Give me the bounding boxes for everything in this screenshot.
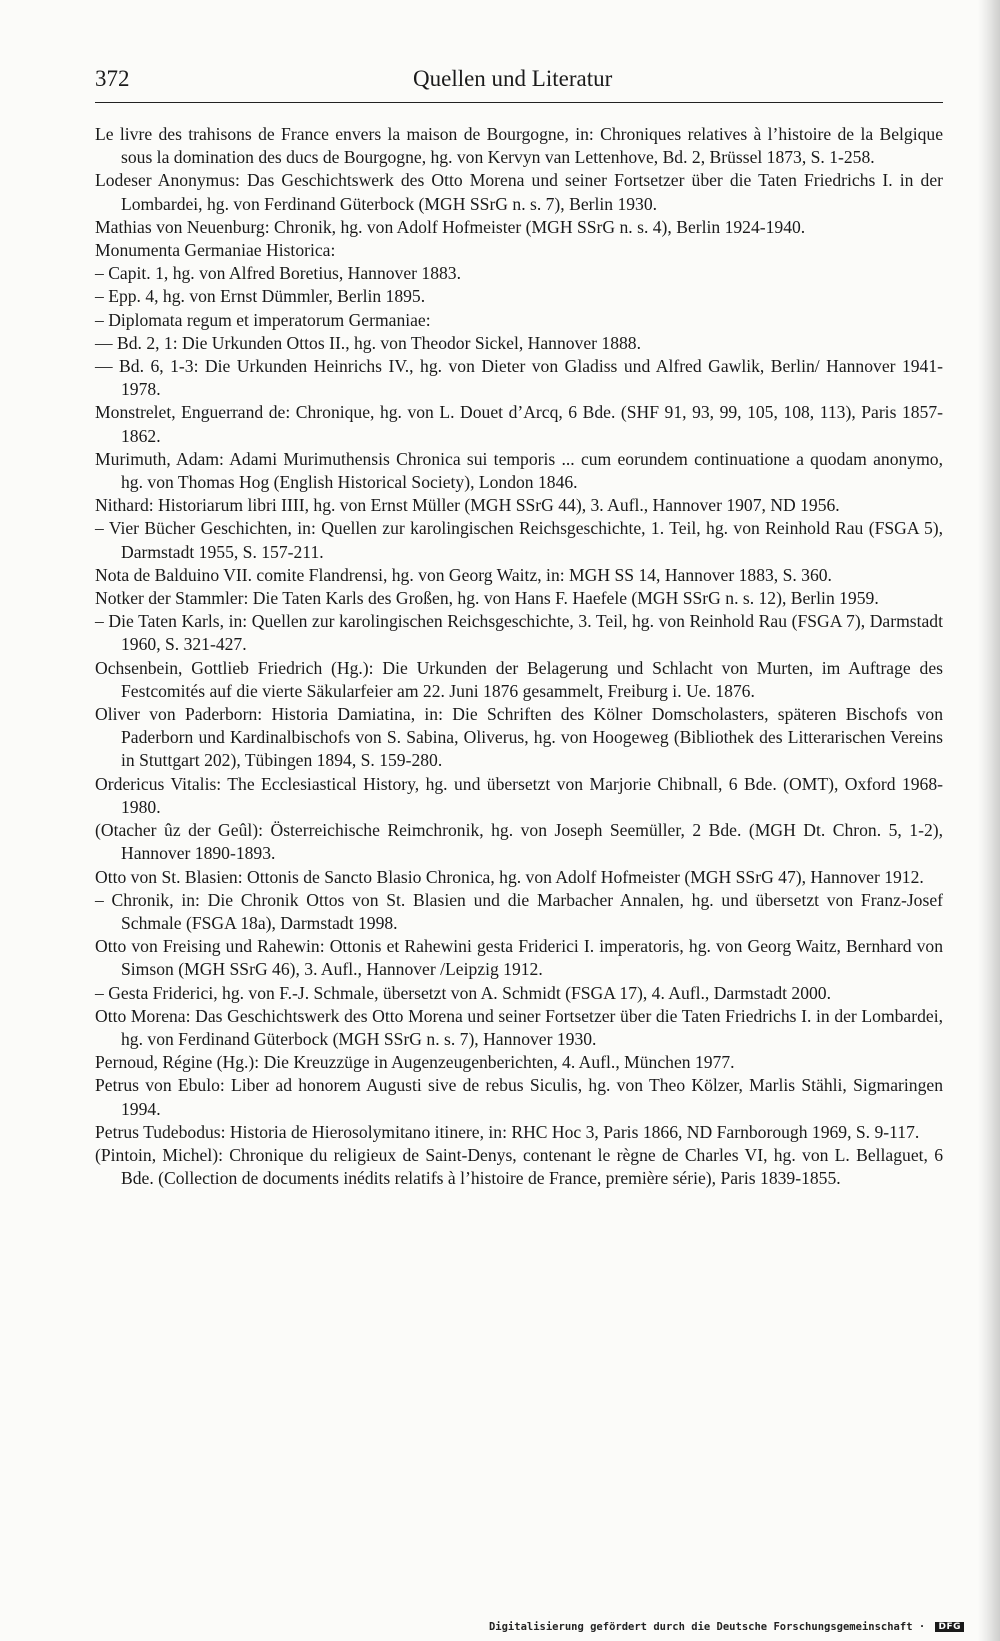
bibliography-entry: Le livre des trahisons de France envers la maison de Bourgogne, in: Chroniques relatives à l’histoire de la Belgique sous la domination des ducs de Bourgogne, hg. von Kervyn van Lettenhove, Bd. 2, Brüssel 1873, S. 1-258.: [95, 124, 943, 168]
bibliography-entry: – Gesta Friderici, hg. von F.-J. Schmale, übersetzt von A. Schmidt (FSGA 17), 4. Aufl., Darmstadt 2000.: [95, 982, 831, 1003]
footer-text: Digitalisierung gefördert durch die Deutsche Forschungsgemeinschaft ·: [488, 1621, 926, 1633]
bibliography-entry: Otto Morena: Das Geschichtswerk des Otto Morena und seiner Fortsetzer über die Taten Friedrichs I. in der Lombardei, hg. von Ferdinand Güterbock (MGH SSrG n. s. 7), Hannover 1930.: [95, 1005, 943, 1049]
bibliography-entry: Mathias von Neuenburg: Chronik, hg. von Adolf Hofmeister (MGH SSrG n. s. 4), Berlin 1924-1940.: [95, 216, 806, 237]
bibliography-entry: Monumenta Germaniae Historica:: [95, 240, 336, 261]
bibliography-list: [95, 123, 943, 1190]
bibliography-entry: Nota de Balduino VII. comite Flandrensi, hg. von Georg Waitz, in: MGH SS 14, Hannover 1883, S. 360.: [95, 564, 832, 585]
bibliography-entry: Oliver von Paderborn: Historia Damiatina, in: Die Schriften des Kölner Domscholasters, späteren Bischofs von Paderborn und Kardinalbischofs von S. Sabina, Oliverus, hg. von Hoogeweg (Bibliothek des Litterarischen Vereins in Stuttgart 202), Tübingen 1894, S. 159-280.: [95, 704, 943, 771]
bibliography-entry: Lodeser Anonymus: Das Geschichtswerk des Otto Morena und seiner Fortsetzer über die Taten Friedrichs I. in der Lombardei, hg. von Ferdinand Güterbock (MGH SSrG n. s. 7), Berlin 1930.: [95, 170, 943, 214]
bibliography-entry: – Diplomata regum et imperatorum Germaniae:: [95, 309, 431, 330]
bibliography-entry: – Capit. 1, hg. von Alfred Boretius, Hannover 1883.: [95, 263, 461, 284]
bibliography-entry: Murimuth, Adam: Adami Murimuthensis Chronica sui temporis ... cum eorundem continuatione a quodam anonymo, hg. von Thomas Hog (English Historical Society), London 1846.: [95, 448, 943, 493]
bibliography-entry: Ordericus Vitalis: The Ecclesiastical History, hg. und übersetzt von Marjorie Chibnall, 6 Bde. (OMT), Oxford 1968-1980.: [95, 773, 943, 817]
bibliography-entry: — Bd. 6, 1-3: Die Urkunden Heinrichs IV., hg. von Dieter von Gladiss und Alfred Gawlik, Berlin/ Hannover 1941-1978.: [95, 356, 943, 400]
bibliography-entry: — Bd. 2, 1: Die Urkunden Ottos II., hg. von Theodor Sickel, Hannover 1888.: [95, 332, 641, 353]
bibliography-entry: Otto von Freising und Rahewin: Ottonis et Rahewini gesta Friderici I. imperatoris, hg. von Georg Waitz, Bernhard von Simson (MGH SSrG 46), 3. Aufl., Hannover /Leipzig 1912.: [95, 936, 943, 980]
bibliography-entry: (Pintoin, Michel): Chronique du religieux de Saint-Denys, contenant le règne de Charles VI, hg. von L. Bellaguet, 6 Bde. (Collection de documents inédits relatifs à l’histoire de France, première série), Paris 1839-1855.: [95, 1144, 943, 1189]
bibliography-entry: (Otacher ûz der Geûl): Österreichische Reimchronik, hg. von Joseph Seemüller, 2 Bde. (MGH Dt. Chron. 5, 1-2), Hannover 1890-1893.: [95, 820, 943, 864]
bibliography-entry: Ochsenbein, Gottlieb Friedrich (Hg.): Die Urkunden der Belagerung und Schlacht von Murten, im Auftrage des Festcomités auf die vierte Säkularfeier am 22. Juni 1876 gesammelt, Freiburg i. Ue. 1876.: [95, 657, 943, 701]
bibliography-entry: Notker der Stammler: Die Taten Karls des Großen, hg. von Hans F. Haefele (MGH SSrG n. s. 12), Berlin 1959.: [95, 588, 879, 609]
bibliography-entry: – Die Taten Karls, in: Quellen zur karolingischen Reichsgeschichte, 3. Teil, hg. von Reinhold Rau (FSGA 7), Darmstadt 1960, S. 321-427.: [95, 611, 943, 655]
bibliography-entry: – Vier Bücher Geschichten, in: Quellen zur karolingischen Reichsgeschichte, 1. Teil, hg. von Reinhold Rau (FSGA 5), Darmstadt 1955, S. 157-211.: [95, 518, 943, 562]
page-number: 372: [95, 66, 130, 91]
bibliography-entry: Petrus von Ebulo: Liber ad honorem Augusti sive de rebus Siculis, hg. von Theo Kölzer, Marlis Stähli, Sigmaringen 1994.: [95, 1075, 943, 1119]
bibliography-entry: Monstrelet, Enguerrand de: Chronique, hg. von L. Douet d’Arcq, 6 Bde. (SHF 91, 93, 99, 105, 108, 113), Paris 1857-1862.: [95, 402, 943, 446]
bibliography-entry: Nithard: Historiarum libri IIII, hg. von Ernst Müller (MGH SSrG 44), 3. Aufl., Hannover 1907, ND 1956.: [95, 495, 840, 516]
bibliography-entry: Petrus Tudebodus: Historia de Hierosolymitano itinere, in: RHC Hoc 3, Paris 1866, ND Farnborough 1969, S. 9-117.: [95, 1121, 920, 1142]
dfg-logo: DFG: [935, 1622, 964, 1632]
bibliography-entry: – Chronik, in: Die Chronik Ottos von St. Blasien und die Marbacher Annalen, hg. und übersetzt von Franz-Josef Schmale (FSGA 18a), Darmstadt 1998.: [95, 889, 943, 933]
gutter-shadow: [978, 0, 1000, 1641]
bibliography-entry: Otto von St. Blasien: Ottonis de Sancto Blasio Chronica, hg. von Adolf Hofmeister (MGH SSrG 47), Hannover 1912.: [95, 866, 924, 887]
page-header: [95, 66, 943, 103]
bibliography-entry: Pernoud, Régine (Hg.): Die Kreuzzüge in Augenzeugenberichten, 4. Aufl., München 1977.: [95, 1052, 735, 1073]
running-title: Quellen und Literatur: [413, 66, 613, 91]
digitization-footer: [489, 1621, 964, 1633]
bibliography-entry: – Epp. 4, hg. von Ernst Dümmler, Berlin 1895.: [95, 286, 426, 307]
